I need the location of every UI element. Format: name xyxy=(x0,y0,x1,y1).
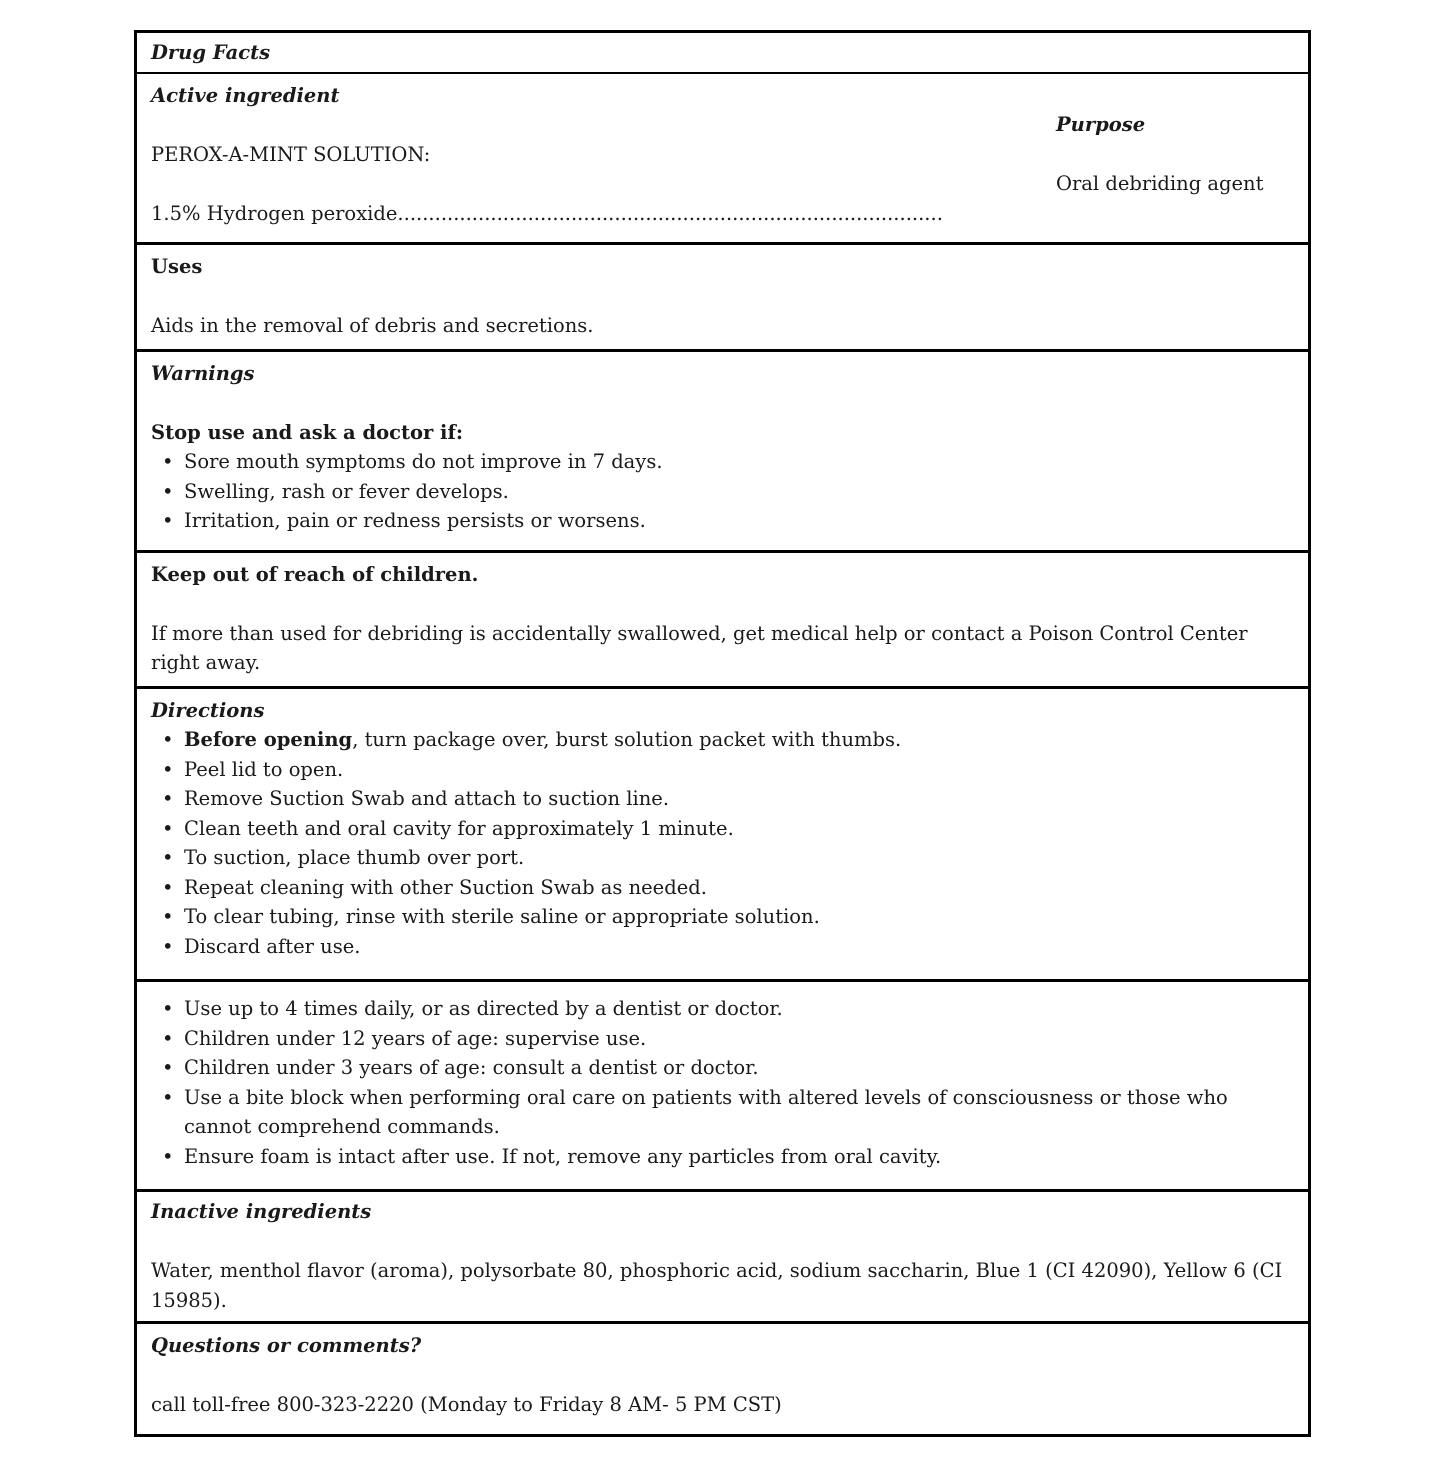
usage-limits-bullet-item: • Children under 12 years of age: supervise use. xyxy=(151,1024,1294,1054)
directions-bullet-item: • Clean teeth and oral cavity for approximately 1 minute. xyxy=(151,814,1294,844)
usage-limits-bullet-item: • Children under 3 years of age: consult a dentist or doctor. xyxy=(151,1053,1294,1083)
keep-out-heading: Keep out of reach of children. xyxy=(151,562,479,586)
usage-limits-bullet-list xyxy=(151,994,1294,1171)
questions-heading: Questions or comments? xyxy=(151,1334,422,1357)
warnings-section xyxy=(137,349,1308,550)
directions-bullet-item: • Peel lid to open. xyxy=(151,755,1294,785)
usage-limits-bullet-item: • Use up to 4 times daily, or as directed by a dentist or doctor. xyxy=(151,994,1294,1024)
directions-heading: Directions xyxy=(151,698,265,722)
usage-limits-bullet-item: • Ensure foam is intact after use. If not, remove any particles from oral cavity. xyxy=(151,1142,1294,1172)
active-ingredient-section xyxy=(137,72,1308,243)
ingredient-name: PEROX-A-MINT SOLUTION: xyxy=(151,142,431,166)
warnings-bullet-item: • Sore mouth symptoms do not improve in 7 days. xyxy=(151,447,1294,477)
keep-out-text: If more than used for debriding is accidentally swallowed, get medical help or contact a Poison Control Center right away. xyxy=(151,621,1248,674)
warnings-bullet-item: • Swelling, rash or fever develops. xyxy=(151,477,1294,507)
directions-bullet-item: • Remove Suction Swab and attach to suction line. xyxy=(151,784,1294,814)
directions-bullet-item: • To suction, place thumb over port. xyxy=(151,843,1294,873)
uses-section xyxy=(137,242,1308,349)
inactive-ingredients-section xyxy=(137,1189,1308,1321)
questions-text: call toll-free 800-323-2220 (Monday to Friday 8 AM- 5 PM CST) xyxy=(151,1393,782,1416)
active-ingredient-heading: Active ingredient xyxy=(151,83,340,107)
usage-limits-section xyxy=(137,979,1308,1189)
purpose-value: Oral debriding agent xyxy=(1056,172,1264,195)
drug-facts-header xyxy=(137,33,1308,72)
directions-bullet-list xyxy=(151,725,1294,961)
directions-bullet-item: • Repeat cleaning with other Suction Swab as needed. xyxy=(151,873,1294,903)
keep-out-of-reach-section xyxy=(137,550,1308,686)
directions-section xyxy=(137,686,1308,980)
inactive-ingredients-heading: Inactive ingredients xyxy=(151,1200,372,1223)
warnings-heading: Warnings xyxy=(151,361,255,385)
stop-use-subheading: Stop use and ask a doctor if: xyxy=(151,420,464,444)
purpose-heading: Purpose xyxy=(1056,113,1146,136)
warnings-bullet-list xyxy=(151,447,1294,536)
drug-facts-label xyxy=(134,30,1311,1437)
uses-heading: Uses xyxy=(151,255,203,278)
inactive-ingredients-text: Water, menthol flavor (aroma), polysorbate 80, phosphoric acid, sodium saccharin, Blue 1 (CI 42090), Yellow 6 (CI 15985). xyxy=(151,1259,1283,1312)
usage-limits-bullet-item: • Use a bite block when performing oral care on patients with altered levels of consciousness or those who cannot comprehend commands. xyxy=(151,1083,1294,1142)
warnings-bullet-item: • Irritation, pain or redness persists or worsens. xyxy=(151,506,1294,536)
directions-bullet-item: • Discard after use. xyxy=(151,932,1294,962)
directions-bullet-item: • Before opening, turn package over, burst solution packet with thumbs. xyxy=(151,725,1294,755)
ingredient-strength-line: 1.5% Hydrogen peroxide........................................................................................ xyxy=(151,201,943,225)
drug-facts-title: Drug Facts xyxy=(151,41,271,64)
directions-bullet-item: • To clear tubing, rinse with sterile saline or appropriate solution. xyxy=(151,902,1294,932)
questions-section xyxy=(137,1321,1308,1434)
uses-text: Aids in the removal of debris and secretions. xyxy=(151,314,594,337)
